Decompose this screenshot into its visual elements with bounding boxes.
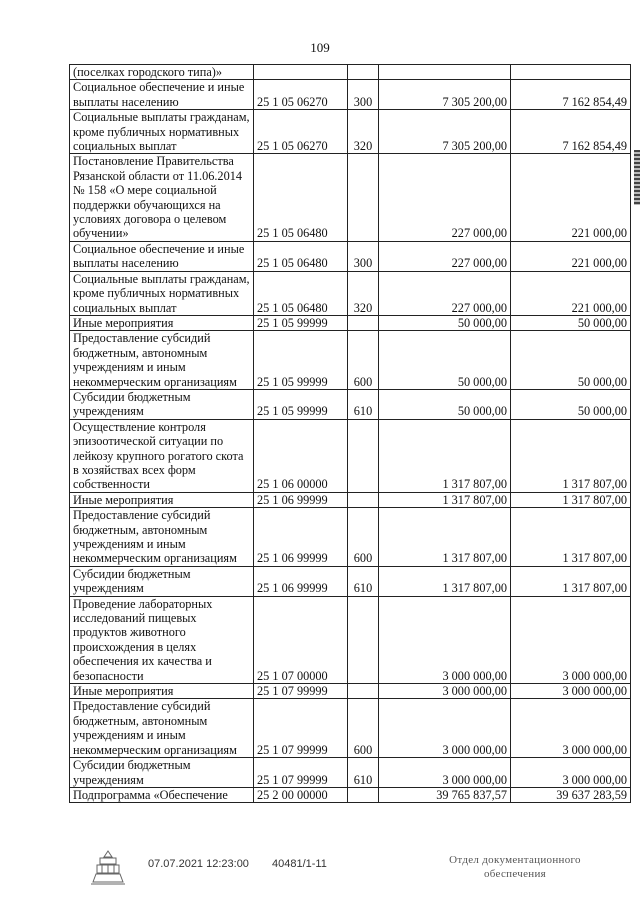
table-row <box>70 699 631 758</box>
table-row <box>70 80 631 110</box>
table-row <box>70 241 631 271</box>
row-executed-amount-cell: 50 000,00 <box>511 315 631 330</box>
row-name-cell: Предоставление субсидий бюджетным, автономным учреждениям и иным некоммерческим организациям <box>70 699 254 758</box>
table-row <box>70 508 631 567</box>
row-expense-type-cell: 600 <box>348 331 379 390</box>
footer-department <box>420 853 610 881</box>
budget-table-body <box>70 65 631 803</box>
row-executed-amount-cell: 221 000,00 <box>511 271 631 315</box>
row-planned-amount-cell: 3 000 000,00 <box>379 758 511 788</box>
row-executed-amount-cell <box>511 65 631 80</box>
row-expense-type-cell <box>348 684 379 699</box>
row-executed-amount-cell: 50 000,00 <box>511 389 631 419</box>
row-csr-code-cell: 25 1 05 06270 <box>254 110 348 154</box>
row-expense-type-cell: 300 <box>348 241 379 271</box>
row-expense-type-cell <box>348 315 379 330</box>
scan-edge-mark <box>634 150 640 205</box>
table-row <box>70 492 631 507</box>
footer-date: 07.07.2021 12:23:00 <box>148 858 249 870</box>
row-executed-amount-cell: 50 000,00 <box>511 331 631 390</box>
footer-department-line-1: Отдел документационного <box>449 854 581 866</box>
table-row <box>70 596 631 683</box>
table-row <box>70 110 631 154</box>
row-name-cell: Иные мероприятия <box>70 684 254 699</box>
row-planned-amount-cell: 1 317 807,00 <box>379 492 511 507</box>
row-csr-code-cell: 25 1 05 06270 <box>254 80 348 110</box>
row-executed-amount-cell: 7 162 854,49 <box>511 80 631 110</box>
row-name-cell: Постановление Правительства Рязанской области от 11.06.2014 № 158 «О мере социальной поддержки обучающихся на условиях договора о целевом обучении» <box>70 154 254 241</box>
row-name-cell: (поселках городского типа)» <box>70 65 254 80</box>
row-planned-amount-cell: 227 000,00 <box>379 241 511 271</box>
row-executed-amount-cell: 3 000 000,00 <box>511 684 631 699</box>
row-executed-amount-cell: 221 000,00 <box>511 154 631 241</box>
page-number: 109 <box>310 40 330 55</box>
row-expense-type-cell: 320 <box>348 271 379 315</box>
row-csr-code-cell <box>254 65 348 80</box>
row-csr-code-cell: 25 1 05 06480 <box>254 241 348 271</box>
row-planned-amount-cell: 3 000 000,00 <box>379 596 511 683</box>
row-name-cell: Социальные выплаты гражданам, кроме публичных нормативных социальных выплат <box>70 110 254 154</box>
row-planned-amount-cell: 1 317 807,00 <box>379 508 511 567</box>
row-csr-code-cell: 25 1 06 00000 <box>254 419 348 492</box>
row-csr-code-cell: 25 1 07 99999 <box>254 699 348 758</box>
row-name-cell: Субсидии бюджетным учреждениям <box>70 389 254 419</box>
row-planned-amount-cell <box>379 65 511 80</box>
row-expense-type-cell: 320 <box>348 110 379 154</box>
row-planned-amount-cell: 50 000,00 <box>379 331 511 390</box>
coat-of-arms-stamp-icon <box>88 848 128 888</box>
row-planned-amount-cell: 3 000 000,00 <box>379 699 511 758</box>
table-row <box>70 684 631 699</box>
row-planned-amount-cell: 1 317 807,00 <box>379 419 511 492</box>
footer-registration-number: 40481/1-11 <box>272 858 327 870</box>
row-name-cell: Субсидии бюджетным учреждениям <box>70 566 254 596</box>
table-row <box>70 787 631 802</box>
row-planned-amount-cell: 7 305 200,00 <box>379 80 511 110</box>
row-planned-amount-cell: 7 305 200,00 <box>379 110 511 154</box>
row-csr-code-cell: 25 1 06 99999 <box>254 508 348 567</box>
row-expense-type-cell <box>348 596 379 683</box>
row-expense-type-cell <box>348 65 379 80</box>
table-row <box>70 65 631 80</box>
row-expense-type-cell <box>348 787 379 802</box>
row-name-cell: Социальные выплаты гражданам, кроме публичных нормативных социальных выплат <box>70 271 254 315</box>
row-expense-type-cell: 610 <box>348 566 379 596</box>
footer-department-line-2: обеспечения <box>483 868 547 880</box>
row-expense-type-cell <box>348 419 379 492</box>
row-name-cell: Иные мероприятия <box>70 315 254 330</box>
row-executed-amount-cell: 1 317 807,00 <box>511 492 631 507</box>
budget-table <box>69 64 631 803</box>
row-csr-code-cell: 25 1 07 99999 <box>254 758 348 788</box>
table-row <box>70 389 631 419</box>
row-planned-amount-cell: 50 000,00 <box>379 315 511 330</box>
row-name-cell: Осуществление контроля эпизоотической ситуации по лейкозу крупного рогатого скота в хозяйствах всех форм собственности <box>70 419 254 492</box>
row-executed-amount-cell: 1 317 807,00 <box>511 566 631 596</box>
table-row <box>70 758 631 788</box>
row-executed-amount-cell: 3 000 000,00 <box>511 758 631 788</box>
row-planned-amount-cell: 227 000,00 <box>379 271 511 315</box>
row-csr-code-cell: 25 2 00 00000 <box>254 787 348 802</box>
row-csr-code-cell: 25 1 07 00000 <box>254 596 348 683</box>
table-row <box>70 419 631 492</box>
row-csr-code-cell: 25 1 05 06480 <box>254 271 348 315</box>
row-executed-amount-cell: 3 000 000,00 <box>511 596 631 683</box>
row-expense-type-cell <box>348 492 379 507</box>
row-planned-amount-cell: 50 000,00 <box>379 389 511 419</box>
row-name-cell: Иные мероприятия <box>70 492 254 507</box>
row-name-cell: Предоставление субсидий бюджетным, автономным учреждениям и иным некоммерческим организациям <box>70 508 254 567</box>
row-expense-type-cell <box>348 154 379 241</box>
row-csr-code-cell: 25 1 05 06480 <box>254 154 348 241</box>
table-row <box>70 331 631 390</box>
row-name-cell: Проведение лабораторных исследований пищевых продуктов животного происхождения в целях обеспечения их качества и безопасности <box>70 596 254 683</box>
row-name-cell: Социальное обеспечение и иные выплаты населению <box>70 241 254 271</box>
row-executed-amount-cell: 1 317 807,00 <box>511 508 631 567</box>
row-name-cell: Предоставление субсидий бюджетным, автономным учреждениям и иным некоммерческим организациям <box>70 331 254 390</box>
row-name-cell: Субсидии бюджетным учреждениям <box>70 758 254 788</box>
row-expense-type-cell: 600 <box>348 508 379 567</box>
row-expense-type-cell: 300 <box>348 80 379 110</box>
row-csr-code-cell: 25 1 05 99999 <box>254 389 348 419</box>
table-row <box>70 315 631 330</box>
row-executed-amount-cell: 7 162 854,49 <box>511 110 631 154</box>
row-csr-code-cell: 25 1 05 99999 <box>254 331 348 390</box>
table-row <box>70 566 631 596</box>
table-row <box>70 271 631 315</box>
row-csr-code-cell: 25 1 06 99999 <box>254 492 348 507</box>
row-expense-type-cell: 600 <box>348 699 379 758</box>
row-executed-amount-cell: 39 637 283,59 <box>511 787 631 802</box>
row-expense-type-cell: 610 <box>348 389 379 419</box>
row-name-cell: Социальное обеспечение и иные выплаты населению <box>70 80 254 110</box>
row-planned-amount-cell: 39 765 837,57 <box>379 787 511 802</box>
row-csr-code-cell: 25 1 06 99999 <box>254 566 348 596</box>
table-row <box>70 154 631 241</box>
row-executed-amount-cell: 221 000,00 <box>511 241 631 271</box>
row-executed-amount-cell: 3 000 000,00 <box>511 699 631 758</box>
row-csr-code-cell: 25 1 07 99999 <box>254 684 348 699</box>
row-name-cell: Подпрограмма «Обеспечение <box>70 787 254 802</box>
row-expense-type-cell: 610 <box>348 758 379 788</box>
row-planned-amount-cell: 3 000 000,00 <box>379 684 511 699</box>
row-executed-amount-cell: 1 317 807,00 <box>511 419 631 492</box>
row-planned-amount-cell: 227 000,00 <box>379 154 511 241</box>
row-csr-code-cell: 25 1 05 99999 <box>254 315 348 330</box>
row-planned-amount-cell: 1 317 807,00 <box>379 566 511 596</box>
